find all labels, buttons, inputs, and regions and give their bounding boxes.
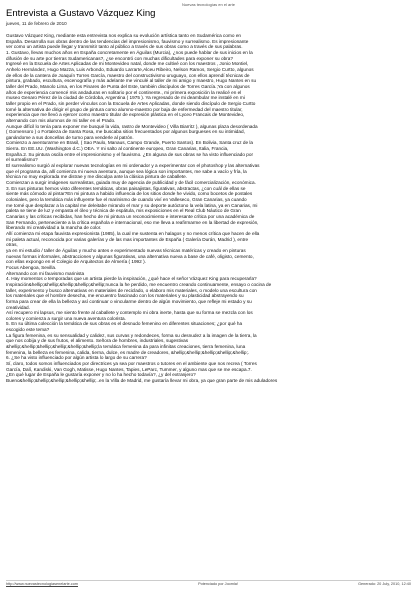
article-body-line: España.2. Su pintura oscila entre el impresionismo y el fauvismo. ¿En alguna de sus obras se ha visto influenciado por xyxy=(6,151,254,157)
article-body-line: 6. ¿Se ha visto influenciado por algún artista lo largo de su carrera? xyxy=(6,355,147,361)
article-body-line: 5. En su última colección la temática de sus obras es el desnudo femenino en diferentes situaciones; ¿por qué ha xyxy=(6,321,243,327)
site-name: Nuevas tecnologías en el arte xyxy=(182,2,235,7)
article-body-line: ya en mi estudio / taller de Águilas y mucho antes e experimentado nuevas técnicas matéricas y creado en pinturas xyxy=(6,247,246,253)
article-body-line: Inspiración&hellip;&hellip;&hellip;&hellip;&hellip;nunca la he perdido, me encuentro creando continuamente, ensayo o cocina de xyxy=(6,281,272,287)
article-body-line: España. Desarrolla sus obras dentro de las tendencias del impresionismo, fauvismo y surrealismo. Es impresionante xyxy=(6,38,249,44)
article-body-line: ( Gomensoro ) o Fortaleza de Santa Rosa, me buscaba sitios frecuentados por algunos burgueses en su intimidad, xyxy=(6,129,245,135)
footer-url-link[interactable]: http://www.nuevastecnologiasenelarte.com xyxy=(6,582,78,586)
article-body-line: técnica no muy explorada me distrae y me disculpa ante la clásica pintura de caballete. xyxy=(6,174,188,180)
article-body xyxy=(6,33,411,384)
article-body-line: paleta se tiene de luz y empasta el óleo y técnica de espátula, mis exposiciones en el Real Club Náutico de Gran xyxy=(6,208,241,214)
article-body-line: de ellos de la cantera de Joaquín Torres García, maestro del constructivismo uruguayo, con ellos aprendí técnicas de xyxy=(6,72,250,78)
article-body-line: 1. Gustavo, llevas muchos años en España concretamente en Águilas (Murcia), ¿nos puede hablar de sus inicios en la xyxy=(6,49,253,55)
article-body-line: 3. En sus pinturas hemos visto diferentes temáticas, obras paisajistas, figurativas, abstractas, ¿con cuál de ellas se xyxy=(6,185,246,191)
article-body-line: La figura femenina, es su sensualidad y calidez, sus curvas y redondeces, forma su desnudez a la imagen de la tierra, la xyxy=(6,332,257,338)
article-body-line: que el programa da, allí comienza mi nueva aventura, aunque sea lógica son importantes, me sabe a vacío y fría, la xyxy=(6,168,247,174)
article-body-line: Ingresé en la Escuela de Artes Aplicadas de mi Montevideo natal, donde me cultivé con los maestros , Jonio Montiel, xyxy=(6,61,249,67)
article-body-line: años de experiencia comencé mis andaduras en solitario por el continente., mi primera exposición la realicé en el xyxy=(6,89,242,95)
article-body-line: los materiales que el hombre desecha, me encuentro fascinado con los materiales y su plasticidad abstrayendo su xyxy=(6,293,244,299)
article-body-line: pintura, grabado, escultura, escenografía y más adelante me vinculé al taller de mi amigo y maestro, Hugo Nantes en su xyxy=(6,78,257,84)
article-body-line: Comienzan a surgir imágenes surrealistas, guiada muy de agencia de publicidad y de fácil comercialización, económica. xyxy=(6,180,256,186)
article-body-line: experiencia que me llevó a ejercer como maestro titular de expresión plástica en el Lyceo Francais de Montevideo, xyxy=(6,112,245,118)
article-body-line: San Fernando, perteneciente a la crítica española e internacional, eso me lleva a reafirmarme en la libertad de expresión, xyxy=(6,219,259,225)
article-body-line: Sierra. En EE.UU. (Washington d.C.) OEA. Y mi salto al continente europeo, Gran Canarias, Italia, Francia, xyxy=(6,146,229,152)
article-body-line: difusión de su arte por tierras Sudamericanas?, ¿se encontró con muchas dificultades para exponer su obra? xyxy=(6,55,233,61)
article-body-line: Allí comienza mi etapa fauvista expresionista (1985), la cual me sustenta en halagos y no menos crítica que hacen de ella xyxy=(6,230,260,236)
article-body-line: femenina, la belleza es femenina, calida, tierna, dulce, es madre de creadores, &hellip;&hellip;&hellip;&hellip;&hellip;. xyxy=(6,349,250,355)
article-body-line: Sí, claro, todos somos influenciados por directrices ya sea por maestros o tutores en el ambiente que nos recrea ( Torres xyxy=(6,361,257,367)
article-body-line: Canarias y las críticas recibidas, han hecho de mi pintura un reconocimiento e interesante crítica por una académica de xyxy=(6,214,255,219)
footer-powered-by: Potenciado por Joomla! xyxy=(198,582,238,586)
article-date: jueves, 11 de febrero de 2010 xyxy=(6,21,67,26)
article-body-line: con ellas expongo en el Colegio de Arquitectos de Almería ( 1992 ). xyxy=(6,259,146,265)
article-body-line: colores y comienza a surgir una nueva aventura colorista. xyxy=(6,315,126,321)
article-body-line: Gustavo Vázquez King, mediante esta entrevista nos explica su evolución artística tanto en Sudamérica como en xyxy=(6,33,242,38)
article-body-line: me tomé que desplazar a la capital me deleitabe mirando el mar y su deporte autóctono la vela latina, ya en Canarias, mi xyxy=(6,202,258,208)
article-body-line: liberando mi creatividad a la mancha de color. xyxy=(6,225,102,231)
article-body-line: 4. Hay momentos o temporadas que un artista pierde la inspiración, ¿qué hace el señor Vázquez King para recuperarla? xyxy=(6,276,257,282)
article-body-line: García, Dalí, Kandiski, Van Gogh, Matisse, Hugo Nantes, Tapies, LeParc, Tummer, y alguno mas que se me escapa.7. xyxy=(6,366,252,372)
article-body-line: &hellip;&hellip;&hellip;&hellip;&hellip;&hellip;la temática femenina da para infinitas creaciones, tierra femenina, luna xyxy=(6,344,246,350)
page-footer xyxy=(6,580,411,586)
article-body-line: Anhelo Hernández, Hugo Mazza, Luis Arbondo, Eduardo Larrarte,Alceu Ribeiro, Nelson Ramos, Sergio Curtto, algunos xyxy=(6,66,254,72)
article-body-line: El surrealismo surgió al explorar nuevas tecnologías en mi ordenador y a experimentar con el photoshop y las alternativas xyxy=(6,163,260,169)
article-body-line: taller del Prado, Manolo Lima, en los Pinares de Punta del Este, también discípulos de Torres García.;Ya con algunos xyxy=(6,83,250,89)
article-body-line: Alternando con mi fauvismo marinista xyxy=(6,270,85,276)
article-body-line: ¿En qué lugar de España le gustaría exponer y no lo ha hecho todavía?, ¿y del extranjero? xyxy=(6,372,196,378)
article-body-line: Aunque difícil lo tenía para exponer me busqué la vida, rastro de Montevideo ( Villa Biarritz ), algunas plaza desordenada xyxy=(6,123,258,129)
article-body-line: el surrealismo? xyxy=(6,157,38,163)
article-body-line: coloniales, pero la temática más influyente fue el marinismo de cuando viví en Valleseco, Gran Canarias, ya cuando xyxy=(6,197,247,203)
article-body-line: mi paleta actual, reconocida por varias galerías y de las mas importantes de España ( Galería Durán, Madrid ), entre xyxy=(6,236,249,242)
article-body-line: nuevas formas informales, abstracciones y algunas figurativas, una alternativa nueva a base de café, oligisto, cemento, xyxy=(6,253,254,259)
article-body-line: creatividad. xyxy=(6,304,30,310)
article-body-line: Focus Abengoa, Sevilla. xyxy=(6,264,57,270)
article-body-line: otras, xyxy=(6,242,18,248)
article-body-line: siente más cómodo al pintar?En mi pintura a habido influencia de los sitios donde he vivido, como bocetos de postales xyxy=(6,191,253,197)
article-title: Entrevista a Gustavo Vázquez King xyxy=(6,8,156,19)
article-body-line: que nos cobija y de sus frutos, el alimento. Señora de hombres, industriales, sugestivas xyxy=(6,338,189,344)
article-body-line: Comienzo a aventurarme en Brasil, ( Sao Paulo, Manaus, Campo Grande, Puerto Santos). En Bolivia, Santa cruz de la xyxy=(6,140,254,146)
footer-generated-date: Generado: 20 July, 2010, 12:40 xyxy=(358,582,411,586)
article-body-line: Así recupero mi lapsus, me siento frente al caballete y contemplo mi obra inerte, hasta que su forma se mezcla con los xyxy=(6,310,253,316)
article-body-line: forma para crear de ella la belleza y así continuar o vincularme dentro de algún movimiento, que refleje mi estado y su xyxy=(6,298,252,304)
article-body-line: Bueno&hellip;&hellip;&hellip;&hellip;&hellip;..en la Villa de Madrid, me gustaría llevar mi obra, ya que gran parte de mis aduladores xyxy=(6,378,278,384)
article-body-line: escogido este tema? xyxy=(6,327,50,333)
article-body-line: tomé la alternativa de dirigir el grupo de pintura como alumno-maestro por baja de enfermedad del maestro titular, xyxy=(6,106,243,112)
article-body-line: museo Genaro Pérez de la ciudad de Córdoba, Argentina ( 1975 ). Ya regresado de mi deambular me instalé en mi xyxy=(6,95,245,101)
article-body-line: ganándome a sus doncellas de turno para venderle al patrón. xyxy=(6,134,134,140)
article-body-line: taller propio en el Prado, sin perder vínculos con la Escuela de Artes Aplicadas, donde siendo discípulo de Sergio Curtto xyxy=(6,100,256,106)
article-body-line: alternando con mis alumnos de mi taller en el Prado. xyxy=(6,117,116,123)
article-body-line: taller, experimento y busco alternativas en materiales de reciclado, o elaboro mis materiales, o modelo una escultura con xyxy=(6,287,257,293)
article-body-line: ver como un artista puede llegar y transmitir tanto al público a través de sus obras como a través de sus palabras. xyxy=(6,44,243,50)
